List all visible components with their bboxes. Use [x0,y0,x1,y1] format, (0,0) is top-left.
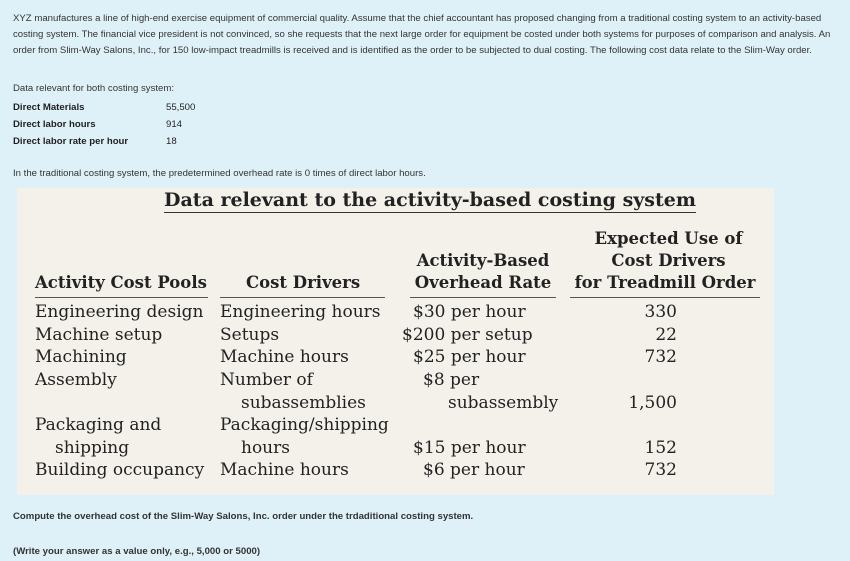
row-packaging-pool-line2: shipping [55,438,130,458]
abc-title: Data relevant to the activity-based costing system [164,189,696,211]
row-assembly-use: 1,500 [628,393,677,413]
answer-format-note: (Write your answer as a value only, e.g., 5,000 or 5000) [13,546,261,557]
header-underline-use [570,297,760,298]
question-text: Compute the overhead cost of the Slim-Way Salons, Inc. order under the trdaditional costing system. [13,511,474,522]
header-cost-drivers: Cost Drivers [246,273,361,292]
both-systems-label: Data relevant for both costing system: [13,83,175,94]
direct-labor-rate-value: 18 [166,136,177,147]
header-use-line2: Cost Drivers [611,251,726,270]
row-engineering-rate: $30 per hour [413,302,526,322]
row-packaging-driver-line2: hours [241,438,290,458]
row-machining-pool: Machining [35,347,127,367]
row-assembly-rate-line2: subassembly [448,393,559,413]
row-building-use: 732 [644,460,677,480]
header-activity-cost-pools: Activity Cost Pools [35,273,207,292]
row-setup-driver: Setups [220,325,280,345]
row-packaging-pool-line1: Packaging and [35,415,162,435]
abc-data-panel [17,188,774,495]
direct-labor-hours-value: 914 [166,119,183,130]
row-assembly-rate-line1: $8 per [423,370,480,390]
row-assembly-driver-line1: Number of [220,370,313,390]
row-engineering-driver: Engineering hours [220,302,381,322]
row-setup-rate: $200 per setup [402,325,533,345]
problem-intro-text: XYZ manufactures a line of high-end exercise equipment of commercial quality. Assume that the chief accountant has proposed changing from a traditional costing system to an activity-based costing system. The financial vice president is not convinced, so she requests that the next large order for equipment be costed under both systems for purposes of comparison and analysis. An order from Slim-Way Salons, Inc., for 150 low-impact treadmills is received and is identified as the order to be subjected to dual costing. The following cost data relate to the Slim-Way order. [13,13,831,57]
header-rate-line1: Activity-Based [416,251,550,270]
header-use-line1: Expected Use of [594,229,743,248]
row-assembly-pool: Assembly [35,370,117,390]
row-engineering-pool: Engineering design [35,302,204,322]
row-packaging-rate: $15 per hour [413,438,526,458]
row-machining-rate: $25 per hour [413,347,526,367]
header-underline-pools [35,297,208,298]
header-use-line3: for Treadmill Order [574,273,756,292]
row-packaging-use: 152 [644,438,677,458]
traditional-rate-text: In the traditional costing system, the predetermined overhead rate is 0 times of direct labor hours. [13,168,426,179]
direct-labor-rate-label: Direct labor rate per hour [13,136,129,147]
row-assembly-driver-line2: subassemblies [241,393,366,413]
row-packaging-driver-line1: Packaging/shipping [220,415,389,435]
row-setup-use: 22 [655,325,677,345]
row-building-rate: $6 per hour [423,460,525,480]
direct-materials-value: 55,500 [166,102,196,113]
direct-labor-hours-label: Direct labor hours [13,119,96,130]
row-engineering-use: 330 [644,302,677,322]
row-setup-pool: Machine setup [35,325,163,345]
header-underline-drivers [220,297,385,298]
header-rate-line2: Overhead Rate [414,273,552,292]
row-machining-driver: Machine hours [220,347,349,367]
header-underline-rate [410,297,556,298]
row-building-driver: Machine hours [220,460,349,480]
row-machining-use: 732 [644,347,677,367]
direct-materials-label: Direct Materials [13,102,85,113]
row-building-pool: Building occupancy [35,460,205,480]
